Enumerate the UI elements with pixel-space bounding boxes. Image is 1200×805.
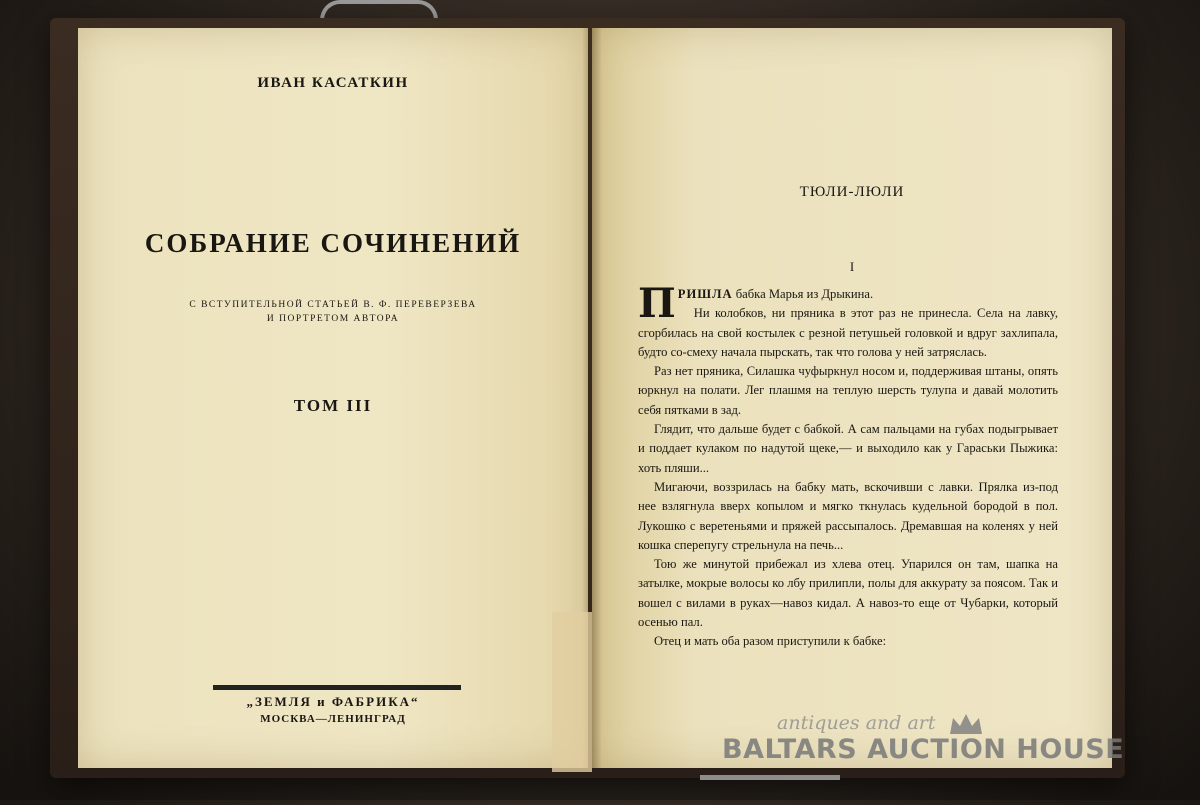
lead-text: бабка Марья из Дрыкина. xyxy=(732,287,874,301)
author-name: ИВАН КАСАТКИН xyxy=(257,75,409,91)
auction-watermark xyxy=(722,712,1125,782)
publisher-city: МОСКВА—ЛЕНИНГРАД xyxy=(260,713,406,725)
story-paragraph: Глядит, что дальше будет с бабкой. А сам пальцами на губах подыгрывает и поддает кулаком по надутой щеке,— и выходило как у Гараськи Пыжика: хоть пляши... xyxy=(638,422,1058,475)
repair-tape xyxy=(552,612,592,772)
publisher-name: „ЗЕМЛЯ и ФАБРИКА“ xyxy=(246,694,420,709)
story-paragraph: Тою же минутой прибежал из хлева отец. Упарился он там, шапка на затылке, мокрые волосы ко лбу прилипли, полы для аккурату за поясом. Так и вошел с вилами в руках—навоз кидал. А навоз-то еще от Чубарки, который осенью пал. xyxy=(638,557,1058,630)
story-paragraph: Ни колобков, ни пряника в этот раз не принесла. Села на лавку, сгорбилась на свой костылек с резной петушьей головкой и вдруг захлипала, будто со-смеху начала пырскать, так что голова у ней затряслась. xyxy=(638,306,1058,359)
book-subtitle xyxy=(78,298,588,326)
watermark-tagline: antiques and art xyxy=(777,712,936,734)
publisher-rule xyxy=(213,685,461,690)
book-title: СОБРАНИЕ СОЧИНЕНИЙ xyxy=(144,228,522,258)
crown-icon xyxy=(948,712,984,736)
text-page xyxy=(592,28,1112,768)
title-page xyxy=(78,28,588,768)
lead-word-rest: РИШЛА xyxy=(677,287,733,301)
story-body xyxy=(638,280,1058,652)
drop-cap: П xyxy=(638,280,676,327)
story-lead-paragraph xyxy=(638,280,1058,327)
story-paragraph: Мигаючи, воззрилась на бабку мать, вскочивши с лавки. Прялка из-под нее взлягнула вверх копылом и мягко ткнулась кудельной бородой в пол. Лукошко с веретеньями и пряжей рассыпалось. Дремавшая на коленях у ней кошка сперепугу стрельнула на печь... xyxy=(638,479,1058,552)
watermark-brand: BALTARS AUCTION HOUSE xyxy=(722,734,1125,765)
subtitle-line-2: И ПОРТРЕТОМ АВТОРА xyxy=(266,314,400,324)
subtitle-line-1: С ВСТУПИТЕЛЬНОЙ СТАТЬЕЙ В. Ф. ПЕРЕВЕРЗЕВА xyxy=(189,300,477,310)
story-paragraph: Отец и мать оба разом приступили к бабке: xyxy=(654,634,887,649)
story-title: ТЮЛИ-ЛЮЛИ xyxy=(799,184,905,200)
story-paragraph: Раз нет пряника, Силашка чуфыркнул носом и, поддерживая штаны, опять юркнул на полати. Лег плашмя на теплую шерсть тулупа и давай молотить себя пятками в зад. xyxy=(638,364,1058,417)
chapter-number: I xyxy=(849,259,855,274)
volume-number: ТОМ III xyxy=(293,396,373,415)
